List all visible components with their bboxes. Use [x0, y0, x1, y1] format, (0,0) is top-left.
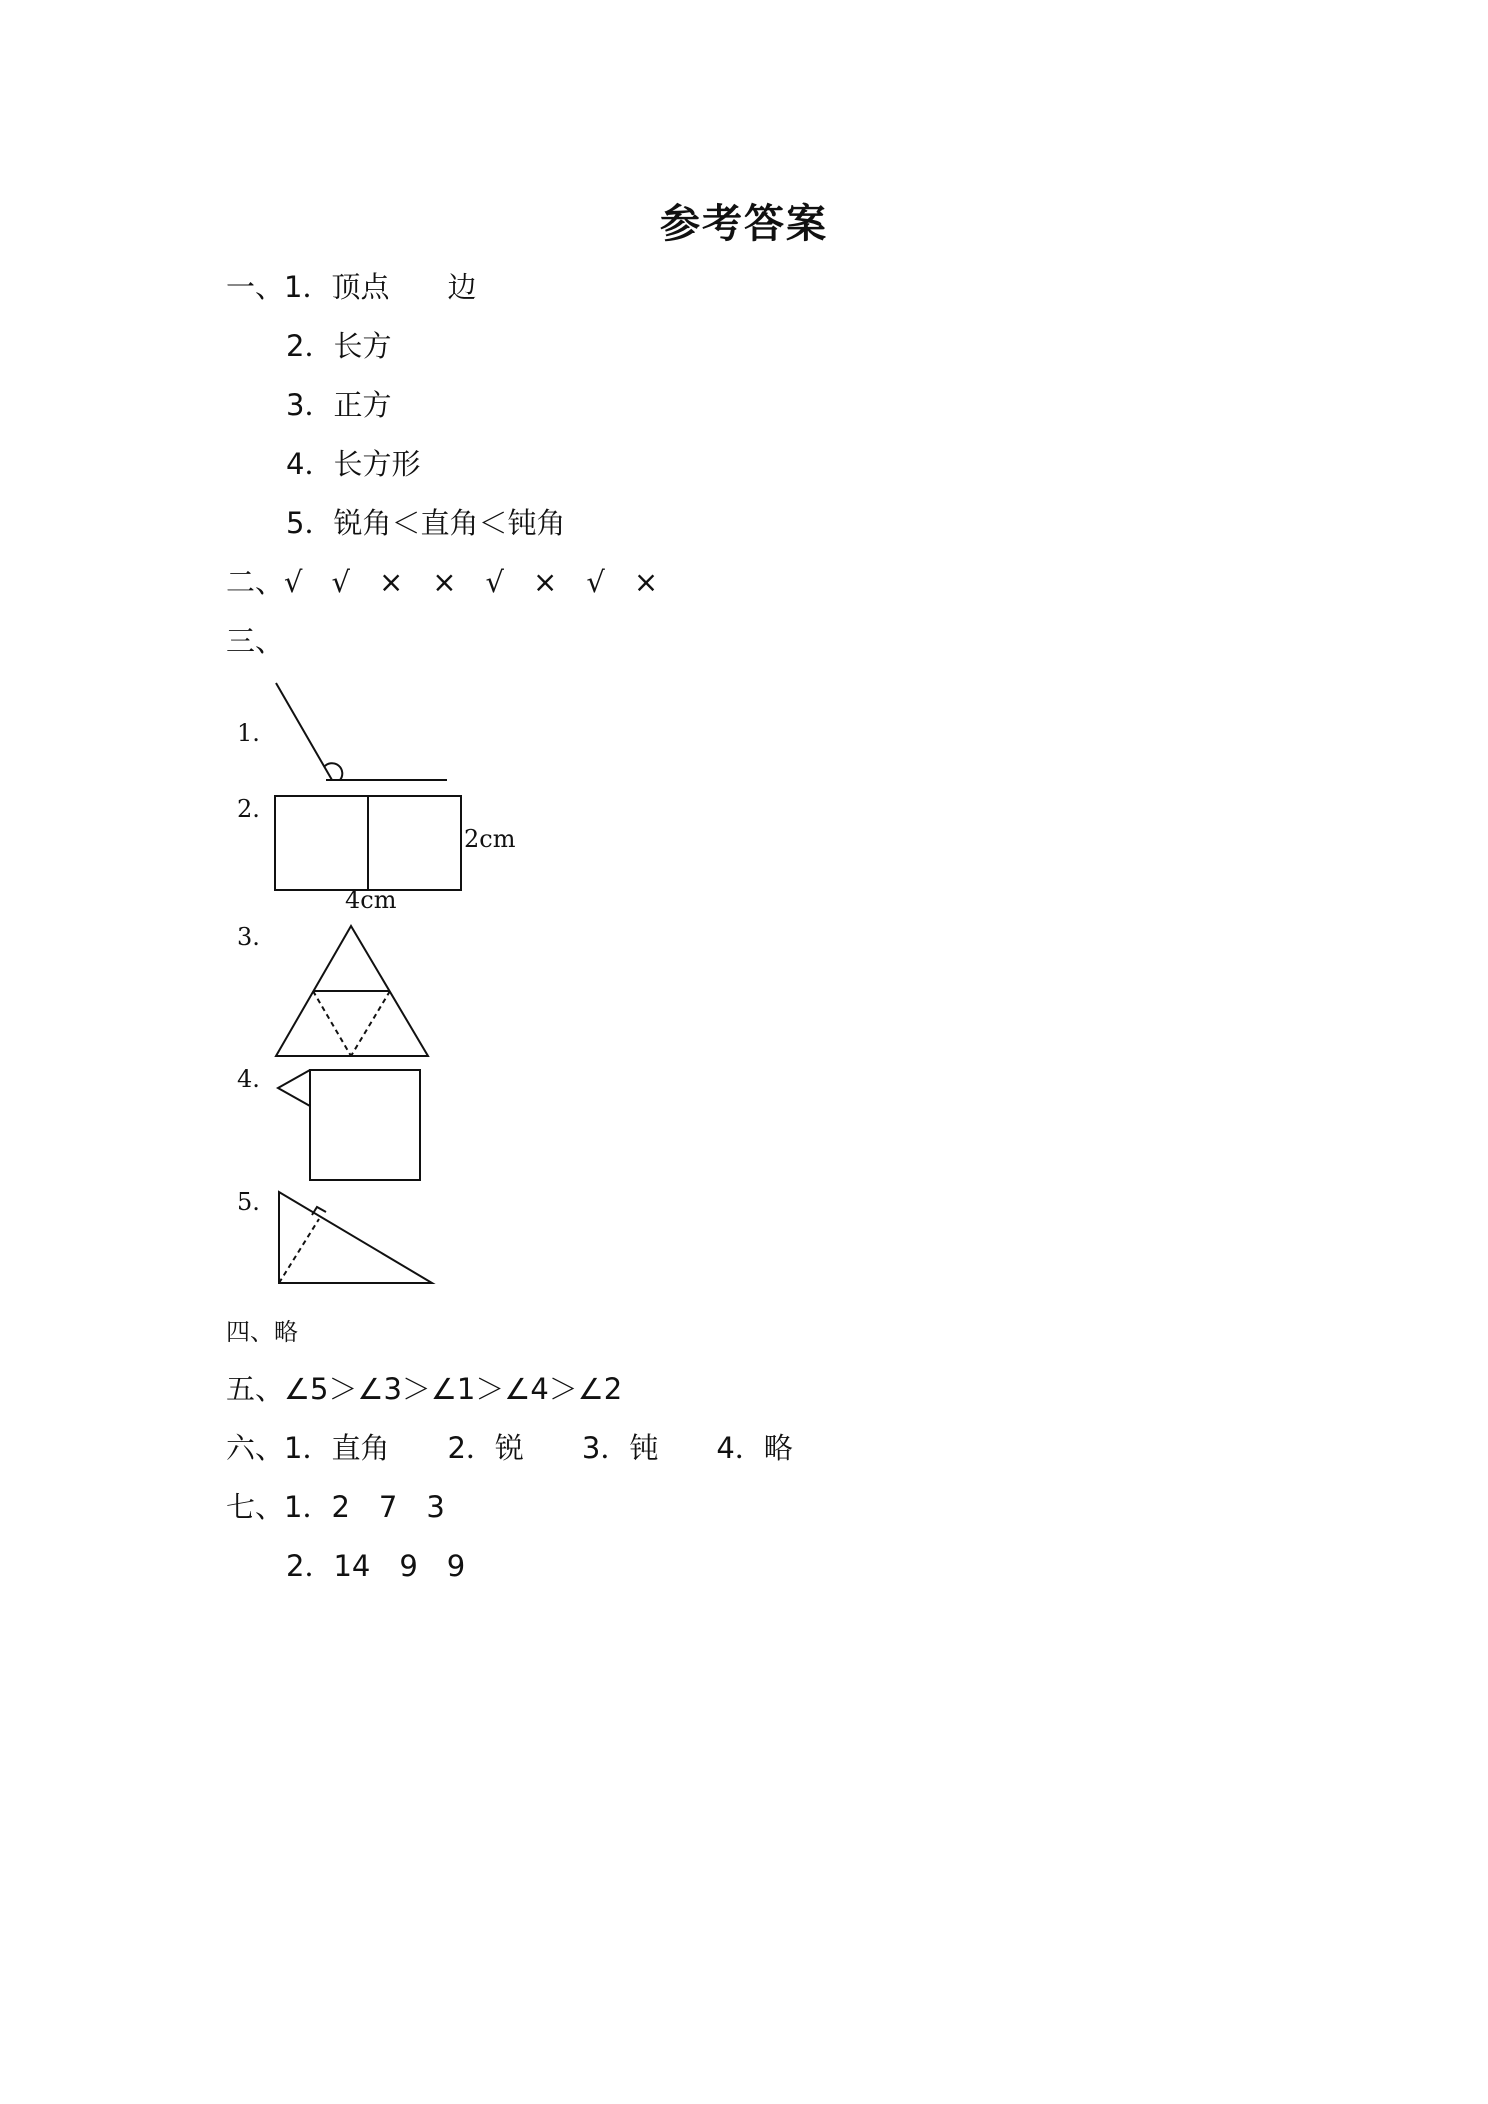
answer-1-1: 一、1．顶点 边	[226, 270, 477, 304]
figure-3-triangle	[276, 926, 428, 1056]
figure-2-rectangle	[275, 796, 461, 890]
page-title: 参考答案	[660, 201, 828, 247]
figure-4-label: 4.	[237, 1065, 260, 1093]
answer-7-2: 2．14 9 9	[286, 1549, 466, 1583]
answer-3-heading: 三、	[226, 624, 285, 658]
answer-4: 四、略	[226, 1318, 298, 1346]
answer-5: 五、∠5＞∠3＞∠1＞∠4＞∠2	[226, 1372, 623, 1406]
answer-2: 二、√ √ × × √ × √ ×	[226, 565, 659, 599]
answer-6: 六、1．直角 2．锐 3．钝 4．略	[226, 1431, 793, 1465]
figure-5-label: 5.	[237, 1188, 260, 1216]
answer-1-5: 5．锐角＜直角＜钝角	[286, 506, 566, 540]
figure-2-height-label: 2cm	[464, 825, 516, 853]
figure-5-right-triangle	[279, 1192, 432, 1283]
figure-4-square	[278, 1070, 420, 1180]
answer-1-4: 4．长方形	[286, 447, 421, 481]
figure-1-label: 1.	[237, 719, 260, 747]
figure-2-label: 2.	[237, 795, 260, 823]
figure-2-width-label: 4cm	[345, 886, 397, 914]
figure-1-obtuse-angle	[276, 683, 447, 780]
answer-1-3: 3．正方	[286, 388, 392, 422]
figure-3-label: 3.	[237, 923, 260, 951]
answer-1-2: 2．长方	[286, 329, 392, 363]
answer-7-1: 七、1．2 7 3	[226, 1490, 445, 1524]
